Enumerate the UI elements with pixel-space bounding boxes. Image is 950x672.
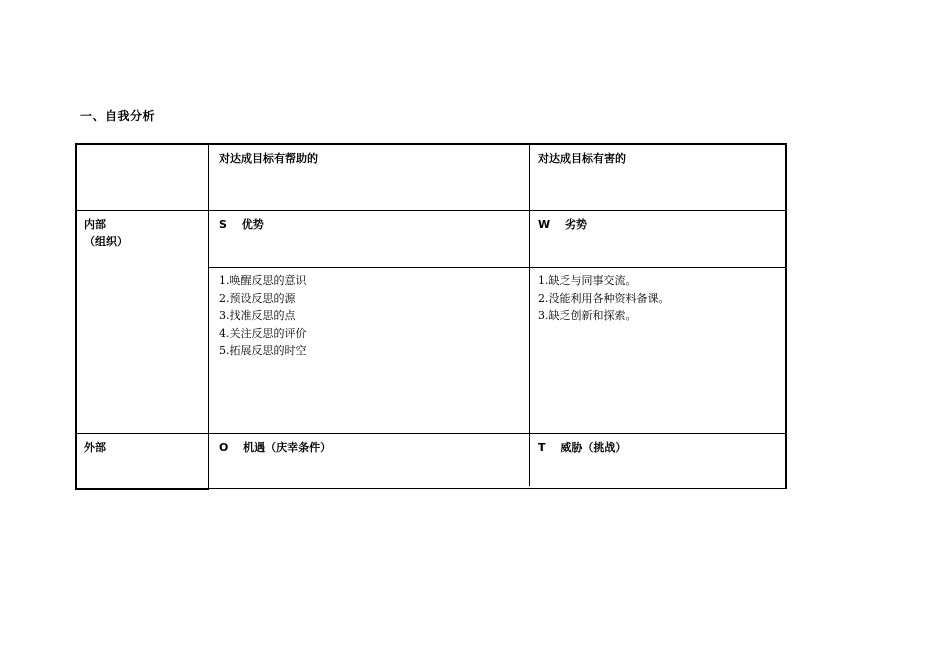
external-label: 外部 bbox=[84, 441, 106, 454]
strengths-title: S 优势 bbox=[219, 218, 264, 231]
weaknesses-title: W 劣势 bbox=[538, 218, 587, 231]
column-divider-2 bbox=[529, 143, 530, 486]
table-border-top bbox=[75, 143, 787, 145]
strengths-list bbox=[219, 272, 307, 360]
table-border-bottom bbox=[209, 488, 787, 489]
list-item: 3.缺乏创新和探索。 bbox=[538, 309, 637, 322]
list-item: 1.唤醒反思的意识 bbox=[219, 274, 307, 287]
header-harmful: 对达成目标有害的 bbox=[538, 152, 626, 165]
list-item: 4.关注反思的评价 bbox=[219, 326, 307, 340]
threats-title: T 威胁（挑战） bbox=[538, 441, 627, 454]
list-item: 2.没能利用各种资料备课。 bbox=[538, 291, 670, 305]
row-divider-titles bbox=[209, 267, 787, 268]
table-border-left bbox=[75, 143, 77, 490]
table-border-bottom-left bbox=[75, 488, 209, 490]
section-heading: 一、自我分析 bbox=[80, 109, 156, 123]
internal-label bbox=[84, 216, 128, 250]
header-helpful: 对达成目标有帮助的 bbox=[219, 152, 318, 165]
row-divider-external bbox=[75, 433, 787, 434]
swot-table bbox=[75, 143, 787, 489]
row-divider-header bbox=[75, 210, 787, 211]
list-item: 2.预设反思的源 bbox=[219, 291, 296, 305]
list-item: 1.缺乏与同事交流。 bbox=[538, 274, 637, 287]
column-divider-1 bbox=[208, 143, 209, 490]
list-item: 3.找准反思的点 bbox=[219, 309, 296, 322]
weaknesses-list bbox=[538, 272, 670, 325]
internal-label-line2: （组织） bbox=[84, 235, 128, 248]
internal-label-line1: 内部 bbox=[84, 218, 106, 231]
opportunities-title: O 机遇（庆幸条件） bbox=[219, 441, 332, 454]
table-border-right bbox=[785, 143, 787, 489]
list-item: 5.拓展反思的时空 bbox=[219, 344, 307, 357]
